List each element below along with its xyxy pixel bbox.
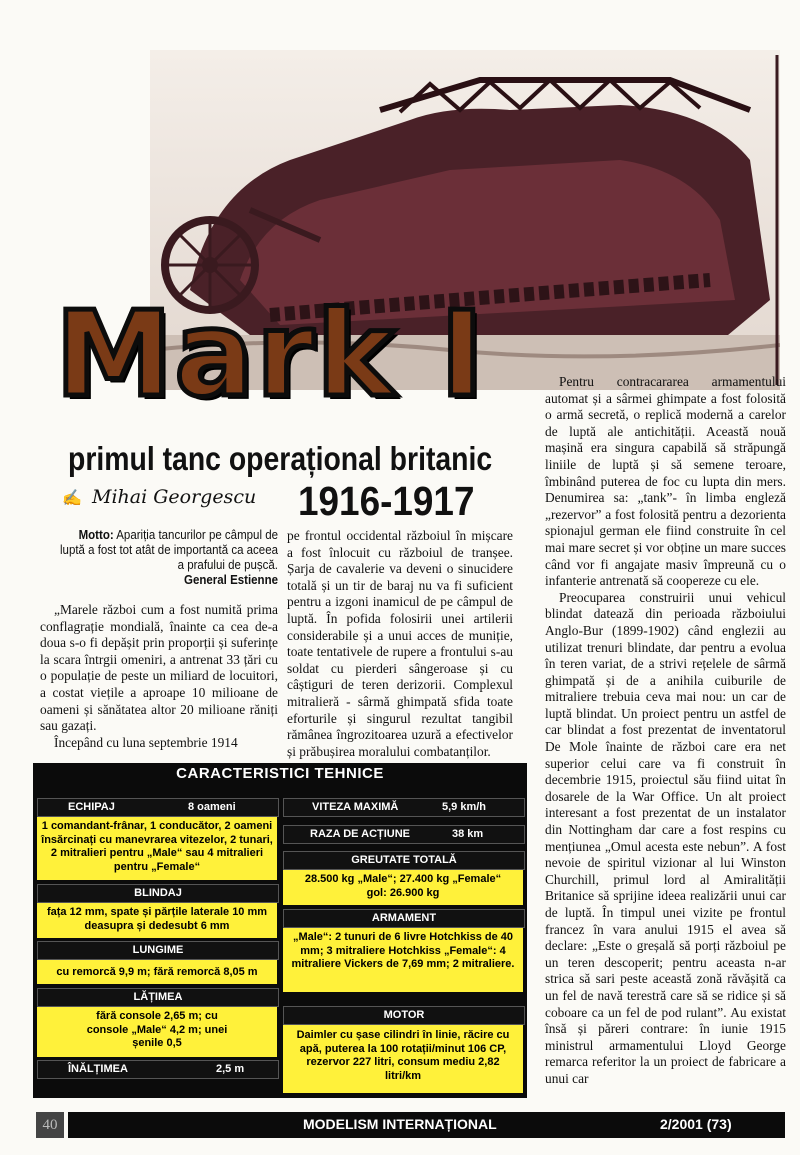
paragraph: pe frontul occidental războiul în mișcare a fost înlocuit cu războiul de tranșee. Șarja de cavalerie va deveni o sinucidere totală și un tir de baraj nu va fi suficient pentru a izgoni inamicul de pe câmpul de luptă. În pofida folosirii unei artilerii considerabile și a unui acces de muniție, toate tentativele de rupere a frontului s-au soldat cu pierderi sângeroase și cu câștiguri de teren derizorii. Complexul mitralieră - sârmă ghimpată sfida toate eforturile și singurul rezultat tangibil rămânea îngrozitoarea uzură a efectivelor și prăbușirea moralului combatanților.	[287, 528, 513, 759]
motto	[57, 528, 278, 588]
spec-lungime-header: LUNGIME	[37, 941, 279, 960]
paragraph: Începând cu luna septembrie 1914	[54, 734, 238, 750]
magazine-name: MODELISM INTERNAȚIONAL	[303, 1116, 497, 1132]
article-subtitle: primul tanc operațional britanic	[68, 440, 493, 477]
spec-label: RAZA DE ACȚIUNE	[310, 828, 411, 840]
author-name: Mihai Georgescu	[92, 486, 257, 508]
spec-label: ECHIPAJ	[68, 801, 115, 813]
motto-text: Apariția tancurilor pe câmpul de luptă a fost tot atât de importantă ca aceea a prafului de pușcă.	[59, 528, 279, 572]
issue-number: 2/2001 (73)	[660, 1116, 732, 1132]
spec-blindaj-header: BLINDAJ	[37, 884, 279, 903]
article-years: 1916-1917	[298, 478, 475, 524]
spec-inaltime-row	[37, 1060, 279, 1079]
spec-motor-text: Daimler cu șase cilindri în linie, răcire cu apă, puterea la 100 rotații/minut 106 CP, rezervor 227 litri, consum mediu 2,82 litri/km	[283, 1025, 523, 1093]
spec-echipaj-header	[37, 798, 279, 817]
spec-lungime-text: cu remorcă 9,9 m; fără remorcă 8,05 m	[37, 960, 277, 984]
spec-label: VITEZA MAXIMĂ	[312, 801, 399, 813]
specs-box	[33, 763, 527, 1098]
paragraph: Preocuparea construirii unui vehicul blindat datează din perioada războiului Anglo-Bur (1899-1902) când englezii au utilizat trenuri blindate, dar pentru a evolua în teren variat, de a strivi rețelele de sârmă ghimpată și de a anihila cuiburile de mitraliere trebuia ceva mai nou: un car de luptă blindat. Un proiect pentru un astfel de car blindat a fost prezentat de inventatorul De Mole înainte de război care era net superior celui care va fi construit în decembrie 1915, proiectul său fiind uitat în dosarele de la War Office. Un alt proiect interesant a fost prezentat de un instalator din Nottingham dar care a fost respins cu mențiunea „Omul acesta este nebun”. A fost nevoie de spiritul vizionar al lui Winston Churchill, primul lord al Amiralității Britanice să sprijine ideea realizării unui car de luptă. În timpul unei vizite pe frontul francez în vara anului 1915 el avea să declare: „Este o greșală să porți războiul pe un teren descoperit; pentru aceasta n-ar strica să sari peste această zonă răvășită ca un fel de navă terestră care să se ridice și să coboare ca un fel de pod rulant”. Au existat însă și păreri contrare: în iunie 1915 ministrul armamentului Lloyd George remarca referitor la un proiect de fabricare a unui car	[545, 589, 786, 1086]
spec-blindaj-text: fața 12 mm, spate și părțile laterale 10 mm deasupra și dedesubt 6 mm	[37, 903, 277, 938]
spec-viteza-row	[283, 798, 525, 817]
spec-label: ÎNĂLȚIMEA	[68, 1063, 128, 1075]
spec-value: 8 oameni	[188, 801, 236, 813]
paragraph: „Marele război cum a fost numită prima conflagrație mondială, înainte ca cea de-a doua s-o fi depășit prin proporții și suferințe la scara întrgii omeniri, a antrenat 33 țări cu o populație de peste un miliard de locuitori, a costat viețile a aproape 10 milioane de oameni și sănătatea altor 20 milioane răniți sau gazați.	[40, 602, 278, 734]
spec-greutate-header: GREUTATE TOTALĂ	[283, 851, 525, 870]
spec-armament-header: ARMAMENT	[283, 909, 525, 928]
specs-title: CARACTERISTICI TEHNICE	[176, 765, 384, 782]
spec-motor-header: MOTOR	[283, 1006, 525, 1025]
spec-raza-row	[283, 825, 525, 844]
text-column-middle	[287, 528, 513, 760]
motto-label: Motto:	[78, 528, 114, 542]
motto-author: General Estienne	[184, 573, 278, 587]
spec-value: 5,9 km/h	[442, 801, 487, 813]
text-column-right	[545, 374, 786, 1088]
pen-icon: ✍	[62, 490, 82, 507]
spec-greutate-text: 28.500 kg „Male“; 27.400 kg „Female“ gol: 26.900 kg	[283, 870, 523, 905]
spec-latime-text: fără console 2,65 m; cu console „Male“ 4,2 m; unei șenile 0,5	[37, 1007, 277, 1057]
spec-echipaj-text: 1 comandant-frânar, 1 conducător, 2 oameni însărcinați cu manevrarea vitezelor, 2 tunari, 2 mitralieri pentru „Male“ sau 4 mitralieri pentru „Female“	[37, 817, 277, 880]
paragraph: Pentru contracararea armamentului automat și a sârmei ghimpate a fost folosită o armă secretă, o replică modernă a carelor de luptă ale antichității. Această nouă mașină era singura capabilă să străpungă liniile de luptă și să semene teroare, îmbinând puterea de foc cu lupta din mers. Denumirea sa: „tank”- în limba engleză „rezervor” a fost folosită pentru a dezorienta spionajul german ele fiind construite în cel mai mare secret și vor obține un mare succes când vor fi angajate masiv împreună cu o infanterie antrenată să coopereze cu ele.	[545, 374, 786, 589]
spec-latime-header: LĂȚIMEA	[37, 988, 279, 1007]
spec-armament-text: „Male“: 2 tunuri de 6 livre Hotchkiss de 40 mm; 3 mitraliere Hotchkiss „Female“: 4 mitraliere Vickers de 7,69 mm; 2 mitraliere.	[283, 928, 523, 992]
page-number: 40	[36, 1112, 64, 1138]
article-title: Mark I	[55, 285, 486, 423]
text-column-left	[40, 602, 278, 751]
spec-value: 38 km	[452, 828, 484, 840]
spec-value: 2,5 m	[216, 1063, 245, 1075]
